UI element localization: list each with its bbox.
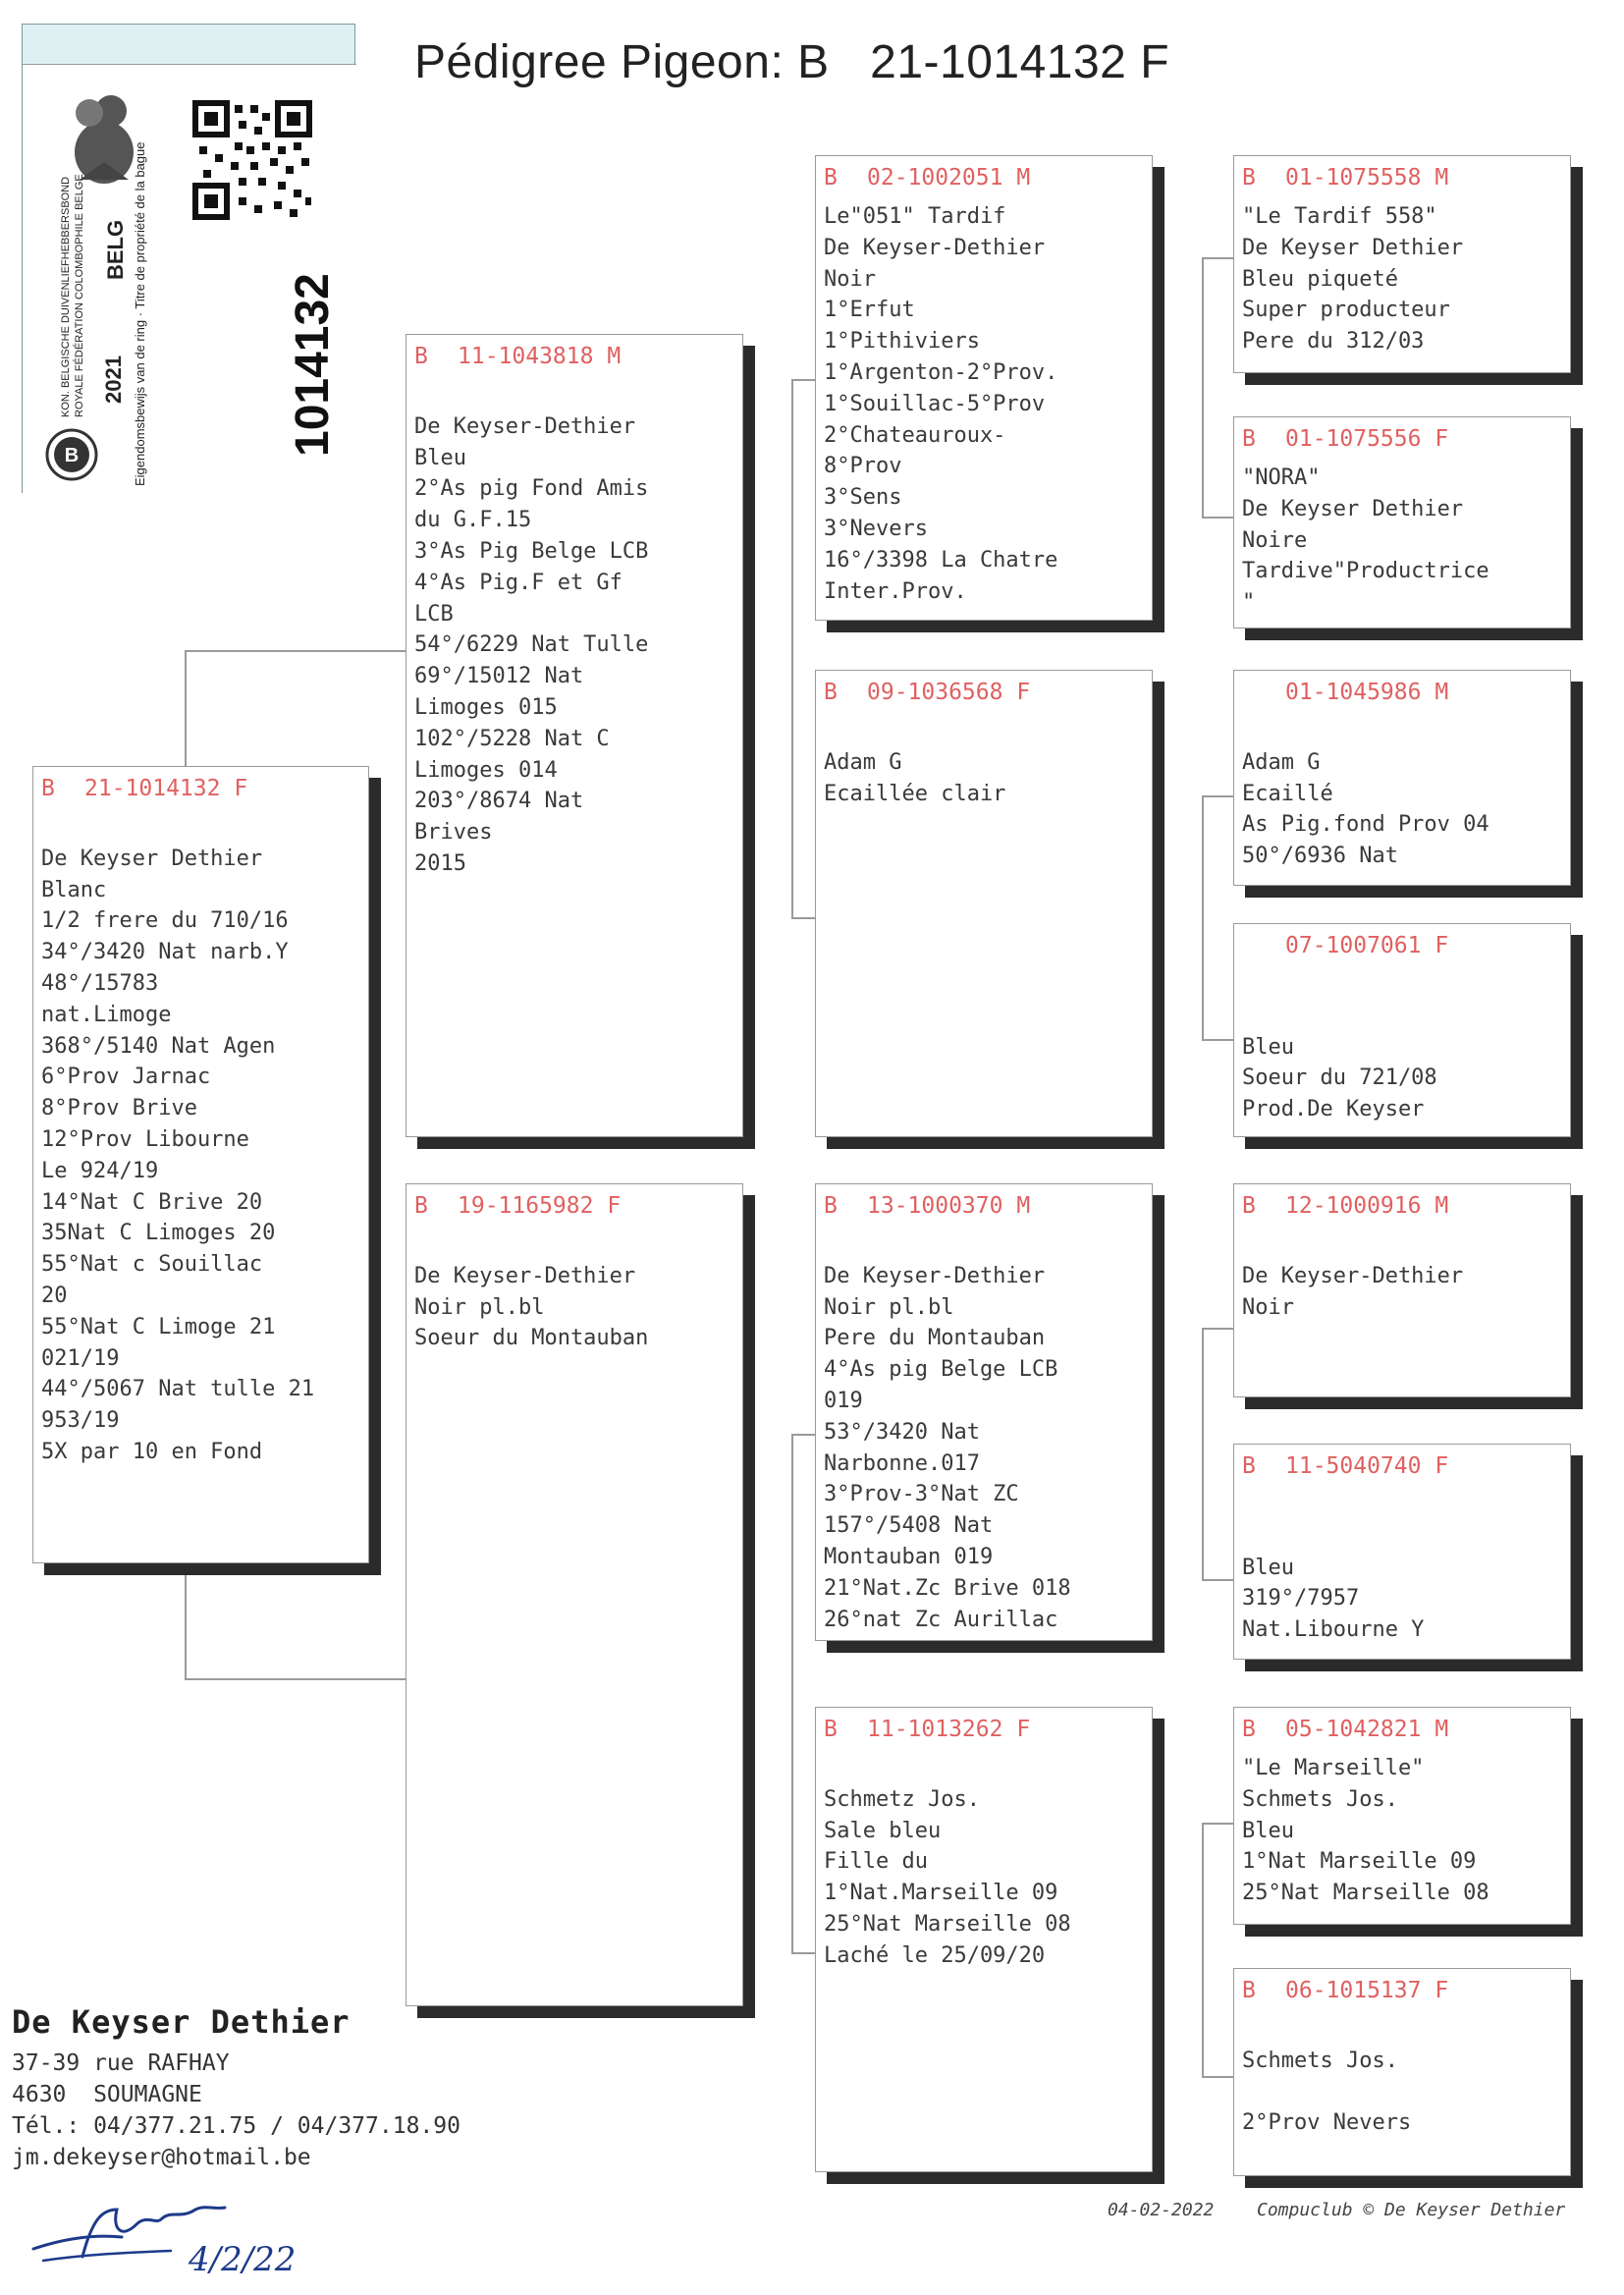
ring-id: 09-1036568 F [867,680,1031,705]
connector [1202,2076,1233,2078]
ring-number [1242,679,1562,706]
ring-number [414,343,734,370]
pedigree-line: Noir pl.bl [414,1294,545,1320]
connector [1202,1823,1204,2076]
pedigree-line: 55°Nat c Souillac [41,1252,263,1278]
pedigree-line: nat.Limoge [41,1002,172,1027]
pedigree-line: 6°Prov Jarnac [41,1065,211,1090]
ring-id: 01-1075558 M [1285,165,1449,191]
pedigree-line [1242,1001,1562,1032]
pedigree-line: Le"051" Tardif [824,204,1006,229]
country-code: B [414,1193,428,1219]
pedigree-line: 1°Nat Marseille 09 [1242,1849,1477,1875]
pigeon-box-mm [815,1707,1153,2172]
pedigree-line [824,1229,1144,1261]
pedigree-line: Prod.De Keyser [1242,1097,1425,1122]
pedigree-line: 21°Nat.Zc Brive 018 [824,1575,1071,1601]
pedigree-line: "NORA" [1242,465,1321,490]
ring-number [1242,425,1562,453]
pigeon-box-mother [406,1183,743,2006]
pedigree-line: Bleu [414,445,466,470]
pedigree-line: 1°Nat.Marseille 09 [824,1881,1058,1906]
pigeon-box-mff [1233,1183,1571,1397]
ring-id: 02-1002051 M [867,165,1031,191]
pedigree-line: 1°Pithiviers [824,329,980,355]
country-code: B [1242,1193,1256,1219]
pedigree-line: De Keyser-Dethier [824,235,1046,260]
ring-id: 12-1000916 M [1285,1193,1449,1219]
ring-year: 2021 [101,355,126,404]
federation-logo-icon [44,427,99,482]
pedigree-line: 319°/7957 [1242,1586,1360,1612]
connector [1202,1328,1204,1579]
country-code: B [1242,1978,1256,2003]
connector [791,379,815,381]
pedigree-line: Laché le 25/09/20 [824,1942,1046,1968]
pedigree-line: De Keyser Dethier [1242,235,1464,260]
pedigree-line: 3°Sens [824,485,902,511]
ring-card [22,24,355,493]
pedigree-line: "Le Marseille" [1242,1756,1425,1780]
pigeon-box-mfm [1233,1444,1571,1660]
connector [1202,1823,1233,1825]
connector [791,917,815,919]
pigeon-box-fm [815,670,1153,1137]
pedigree-line: 2°Chateauroux- [824,422,1006,448]
pigeon-box-subject [32,766,369,1563]
pedigree-line: Sale bleu [824,1818,942,1843]
connector [185,1678,406,1680]
pedigree-line: 25°Nat Marseille 08 [824,1911,1071,1937]
pedigree-line: 53°/3420 Nat [824,1419,980,1445]
pedigree-line [1242,1490,1562,1521]
pedigree-line: 5X par 10 en Fond [41,1439,263,1464]
pedigree-line: 16°/3398 La Chatre [824,547,1058,573]
country-code: B [824,680,838,705]
pedigree-line [414,1229,734,1261]
ring-id: 05-1042821 M [1285,1717,1449,1742]
pigeon-box-fmf [1233,670,1571,886]
pedigree-line: Bleu [1242,1818,1294,1843]
ring-id: 01-1075556 F [1285,426,1449,452]
pedigree-line [824,1753,1144,1784]
pedigree-line: 26°nat Zc Aurillac [824,1607,1058,1632]
ring-number [414,1192,734,1220]
pedigree-line: Schmets Jos. [1242,1786,1398,1812]
pedigree-line: Pere du 312/03 [1242,329,1425,355]
ring-number [1242,1977,1562,2004]
ring-id: 06-1015137 F [1285,1978,1449,2003]
ring-number [41,775,360,802]
owner-email[interactable] [12,2145,311,2170]
pedigree-line: 54°/6229 Nat Tulle [414,632,649,658]
pedigree-line: 021/19 [41,1345,120,1371]
pedigree-line: 102°/5228 Nat C [414,726,610,751]
pedigree-line: De Keyser-Dethier [824,1263,1046,1288]
country-code: B [1242,1717,1256,1742]
owner-address: 37-39 rue RAFHAY [12,2050,230,2076]
pedigree-line [1242,2077,1562,2108]
connector [1202,257,1204,517]
pedigree-line: 14°Nat C Brive 20 [41,1189,263,1215]
pedigree-line: Noir [824,266,876,292]
pigeon-box-mmf [1233,1707,1571,1925]
page-title: Pédigree Pigeon: B 21-1014132 F [414,36,1170,88]
pedigree-line: Ecaillée clair [824,781,1006,806]
pedigree-line: De Keyser Dethier [41,846,263,871]
connector [1202,795,1233,797]
pedigree-line: Limoges 015 [414,694,558,720]
pedigree-line: 50°/6936 Nat [1242,844,1398,869]
pedigree-line: 368°/5140 Nat Agen [41,1033,276,1059]
pedigree-line [1242,716,1562,747]
owner-email-text[interactable]: jm.dekeyser@hotmail.be [12,2145,311,2170]
ownership-text: Eigendomsbewijs van de ring · Titre de propriété de la bague [133,141,147,486]
pigeon-box-fff [1233,155,1571,373]
connector [791,1952,815,1954]
footer-credit: Compuclub © De Keyser Dethier [1257,2200,1566,2220]
federation-name-fr: ROYALE FÉDÉRATION COLOMBOPHILE BELGE [74,174,85,417]
connector [185,650,406,652]
pedigree-line: 1°Souillac-5°Prov [824,391,1046,416]
country-code: B [1242,426,1256,452]
connector [1202,1579,1233,1581]
pedigree-line: As Pig.fond Prov 04 [1242,812,1489,838]
country-code: B [1242,165,1256,191]
pedigree-line: 55°Nat C Limoge 21 [41,1314,276,1339]
pedigree-line: Tardive"Productrice [1242,559,1489,584]
pedigree-line: 34°/3420 Nat narb.Y [41,940,289,965]
pedigree-line: 953/19 [41,1408,120,1434]
pedigree-line: Bleu piqueté [1242,266,1398,292]
pedigree-line: 3°Nevers [824,516,928,541]
pedigree-line: 157°/5408 Nat [824,1513,994,1539]
pigeon-box-mf [815,1183,1153,1641]
pedigree-line: 1°Erfut [824,298,915,323]
pedigree-line: 2015 [414,850,466,876]
pedigree-line: Montauban 019 [824,1544,994,1569]
pedigree-line: Nat.Libourne Y [1242,1617,1425,1643]
pedigree-line: Inter.Prov. [824,578,967,604]
pedigree-line [414,380,734,411]
pedigree-line: Bleu [1242,1034,1294,1060]
owner-city: 4630 SOUMAGNE [12,2082,202,2107]
pedigree-line: Schmetz Jos. [824,1786,980,1812]
svg-text:B: B [64,445,80,466]
pigeon-box-mmm [1233,1968,1571,2176]
pedigree-line: 8°Prov [824,454,902,479]
pedigree-line: Bleu [1242,1555,1294,1580]
pedigree-line: Schmets Jos. [1242,2048,1398,2073]
ring-id: 07-1007061 F [1285,933,1449,958]
pedigree-line: Soeur du Montauban [414,1326,649,1351]
pedigree-line: 48°/15783 [41,970,159,996]
country-code: B [1242,1453,1256,1479]
ring-id: 11-1013262 F [867,1717,1031,1742]
ring-number [1242,1452,1562,1480]
pedigree-line: De Keyser-Dethier [1242,1263,1464,1288]
ring-number [824,1192,1144,1220]
country-code: B [824,1717,838,1742]
svg-text:4/2/22: 4/2/22 [189,2240,297,2279]
pedigree-line: Le 924/19 [41,1158,159,1183]
pedigree-line [824,716,1144,747]
pedigree-line: 2°As pig Fond Amis [414,476,649,502]
pedigree-line: Noir [1242,1294,1294,1320]
pedigree-line: Noire [1242,527,1308,553]
pedigree-line [1242,1521,1562,1553]
pedigree-line: 4°As pig Belge LCB [824,1357,1058,1383]
pedigree-line [1242,1229,1562,1261]
ring-id: 11-1043818 M [458,344,622,369]
pedigree-line: Noir pl.bl [824,1294,954,1320]
pedigree-line: Pere du Montauban [824,1326,1046,1351]
pigeon-box-father [406,334,743,1137]
pedigree-line: Blanc [41,877,107,902]
ring-id: 11-5040740 F [1285,1453,1449,1479]
pedigree-line: De Keyser Dethier [1242,496,1464,521]
pedigree-line [41,812,360,844]
pedigree-line [1242,2014,1562,2046]
country-code: B [41,776,55,801]
ring-id: 13-1000370 M [867,1193,1031,1219]
pedigree-line: "Le Tardif 558" [1242,204,1437,229]
pedigree-line: Ecaillé [1242,781,1333,806]
pedigree-line: Adam G [824,749,902,775]
connector [1202,257,1233,259]
pedigree-line: 019 [824,1388,863,1413]
ring-number [1242,1192,1562,1220]
pedigree-line: Fille du [824,1849,928,1875]
pedigree-line: du G.F.15 [414,508,532,533]
pedigree-line: 3°Prov-3°Nat ZC [824,1482,1019,1507]
pedigree-line: De Keyser-Dethier [414,413,636,439]
connector [1202,1328,1233,1330]
country-code: B [824,165,838,191]
ring-id: 01-1045986 M [1285,680,1449,705]
pedigree-line: De Keyser-Dethier [414,1263,636,1288]
pedigree-line: Narbonne.017 [824,1450,980,1476]
pedigree-line: 44°/5067 Nat tulle 21 [41,1377,315,1402]
signature-icon [24,2180,297,2279]
connector [791,1434,815,1436]
pigeon-box-ff [815,155,1153,621]
pedigree-line: 1/2 frere du 710/16 [41,908,289,934]
connector [791,1434,793,1952]
ring-country: BELG [103,219,128,280]
pedigree-line: 8°Prov Brive [41,1096,197,1121]
owner-phone: Tél.: 04/377.21.75 / 04/377.18.90 [12,2113,460,2139]
pedigree-line: 4°As Pig.F et Gf [414,570,623,595]
connector [1202,1039,1233,1041]
pedigree-line: 203°/8674 Nat [414,789,584,814]
country-code: B [824,1193,838,1219]
connector [1202,517,1233,519]
pedigree-line: 35Nat C Limoges 20 [41,1221,276,1246]
pigeon-box-fmm [1233,923,1571,1137]
pedigree-line: " [1242,590,1256,616]
ring-number [1242,164,1562,191]
ring-number [824,164,1144,191]
ring-number [1242,1716,1562,1743]
pedigree-line: 3°As Pig Belge LCB [414,538,649,564]
pigeon-box-ffm [1233,416,1571,628]
pedigree-line: Adam G [1242,749,1321,775]
pedigree-line: 12°Prov Libourne [41,1126,249,1152]
pedigree-line: 2°Prov Nevers [1242,2110,1412,2136]
ring-id: 19-1165982 F [458,1193,622,1219]
qr-code-icon [191,99,313,221]
pedigree-line: 1°Argenton-2°Prov. [824,359,1058,385]
footer-date: 04-02-2022 [1108,2200,1215,2220]
pedigree-line: Brives [414,820,493,846]
pedigree-line: 25°Nat Marseille 08 [1242,1881,1489,1906]
pedigree-line: Soeur du 721/08 [1242,1066,1437,1091]
connector [791,379,793,917]
connector [1202,795,1204,1039]
country-code: B [414,344,428,369]
pedigree-line [1242,969,1562,1001]
ring-id: 21-1014132 F [84,776,248,801]
federation-name-nl: KON. BELGISCHE DUIVENLIEFHEBBERSBOND [60,176,72,417]
owner-name: De Keyser Dethier [12,2003,351,2041]
pedigree-line: Super producteur [1242,298,1450,323]
ring-number [1242,932,1562,959]
pedigree-line: LCB [414,601,454,627]
pedigree-line: Limoges 014 [414,757,558,783]
pedigree-line: 69°/15012 Nat [414,664,584,689]
ring-number [824,1716,1144,1743]
ring-number [824,679,1144,706]
ring-number: 1014132 [287,273,339,457]
pedigree-line: 20 [41,1283,68,1308]
